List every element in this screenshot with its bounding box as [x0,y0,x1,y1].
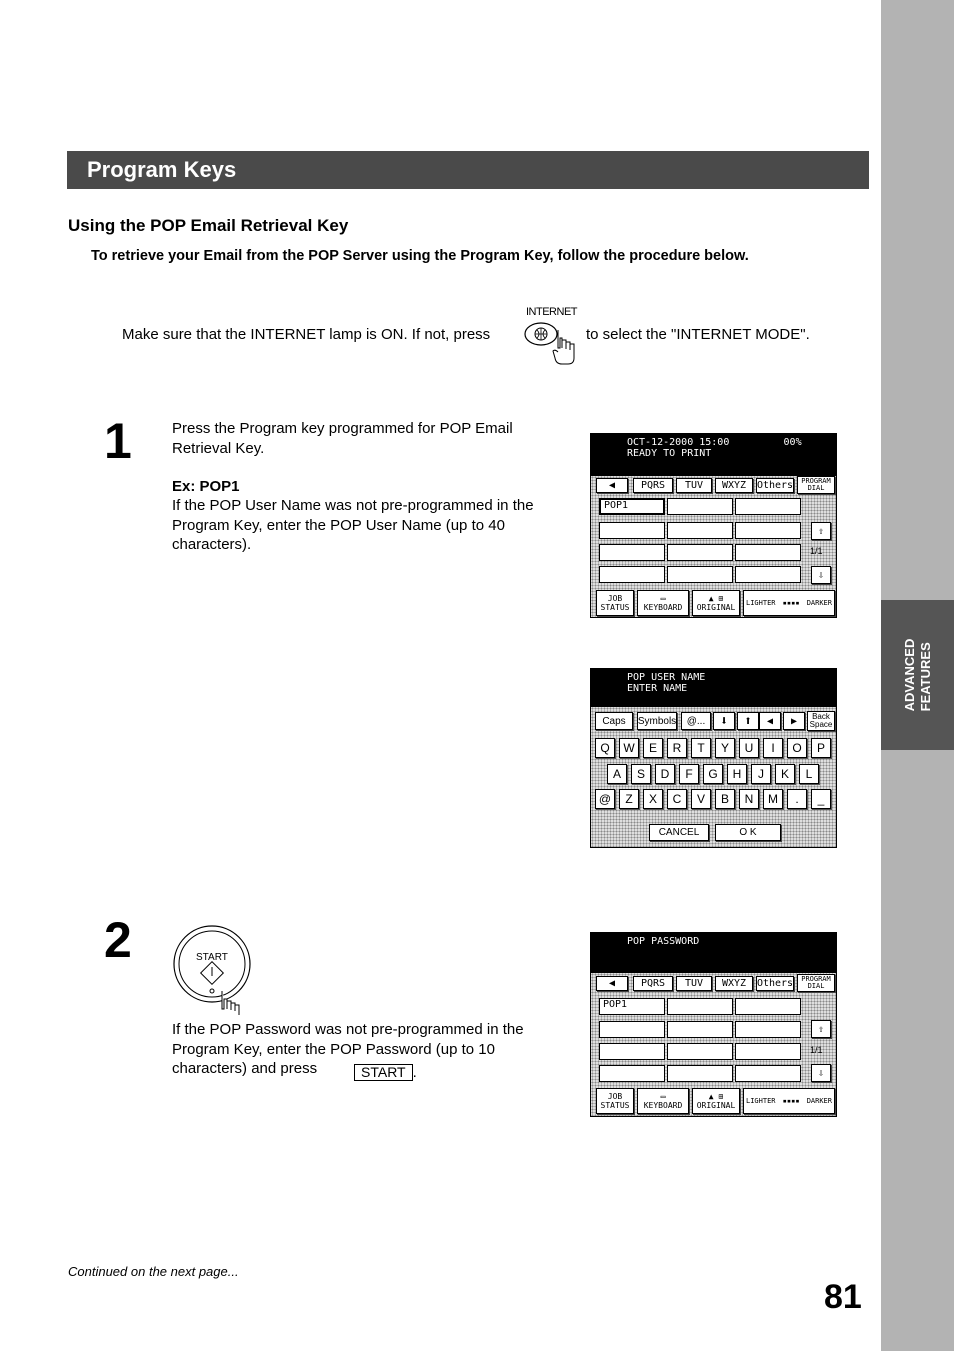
symbols-button[interactable]: Symbols [637,712,677,730]
program-key[interactable] [735,998,801,1015]
chapter-tab-label: ADVANCED FEATURES [902,638,933,712]
back-space-button[interactable]: Back Space [807,711,835,731]
lcd-password-screen [590,932,837,1117]
lcd-keyboard-line2: ENTER NAME [627,683,688,694]
arrow-up-button[interactable]: ⬆ [737,712,759,730]
original-button[interactable]: ▲ ⊞ ORIGINAL [692,590,740,616]
program-dial-button[interactable]: PROGRAM DIAL [797,974,835,992]
lcd-ready-header [591,434,836,476]
step-1-number: 1 [104,413,132,469]
program-key[interactable] [735,566,801,583]
program-key[interactable] [599,544,665,561]
pop1-program-key[interactable]: POP1 [599,998,665,1015]
cursor-right-button[interactable]: ▶ [783,712,805,730]
section-title: Program Keys [87,157,237,182]
program-key[interactable] [667,522,733,539]
ok-button[interactable]: O K [715,824,781,841]
key-underscore[interactable]: _ [811,789,831,809]
keyboard-button[interactable]: ▭ KEYBOARD [637,1088,689,1114]
program-key[interactable] [599,1021,665,1038]
key-at[interactable]: @ [595,789,615,809]
lcd-ready-line2: READY TO PRINT [627,448,712,459]
key-t[interactable]: T [691,738,711,758]
start-key-icon [172,925,256,1017]
program-key[interactable] [599,1065,665,1082]
program-key[interactable] [667,1065,733,1082]
start-button-ref: START [354,1064,413,1081]
program-key[interactable] [735,544,801,561]
key-g[interactable]: G [703,764,723,784]
key-h[interactable]: H [727,764,747,784]
key-z[interactable]: Z [619,789,639,809]
tab-tuv[interactable]: TUV [676,478,712,493]
pop1-program-key[interactable]: POP1 [599,498,665,515]
internet-key-label: INTERNET [526,306,577,318]
program-key[interactable] [599,566,665,583]
scroll-up-button[interactable]: ⇧ [811,522,831,540]
key-d[interactable]: D [655,764,675,784]
page-number: 81 [824,1278,862,1316]
step-1-text: Press the Program key programmed for POP Email Retrieval Key. [172,420,513,457]
key-u[interactable]: U [739,738,759,758]
key-i[interactable]: I [763,738,783,758]
internet-key-icon [522,318,582,366]
lamp-text-before: Make sure that the INTERNET lamp is ON. If not, press [122,326,491,343]
key-j[interactable]: J [751,764,771,784]
tab-others[interactable]: Others [756,480,794,491]
contrast-control[interactable]: LIGHTER ▪▪▪▪ DARKER [743,590,835,616]
program-key[interactable] [667,566,733,583]
program-key[interactable] [599,1043,665,1060]
step-2-number: 2 [104,912,132,968]
lamp-text-after: to select the "INTERNET MODE". [586,326,810,343]
lcd-keyboard-screen [590,668,837,848]
program-key[interactable] [667,544,733,561]
prev-tab-button[interactable]: ◀ [596,478,628,493]
step-2-text: If the POP Password was not pre-programmed in the Program Key, enter the POP Password (up to 10 characters) and press [172,1021,524,1077]
job-status-button[interactable]: JOB STATUS [596,590,634,616]
key-b[interactable]: B [715,789,735,809]
key-f[interactable]: F [679,764,699,784]
original-icon: ▲ ⊞ [708,594,724,603]
program-key[interactable] [735,1043,801,1060]
program-key[interactable] [667,1021,733,1038]
key-v[interactable]: V [691,789,711,809]
key-k[interactable]: K [775,764,795,784]
scroll-down-button[interactable]: ⇩ [811,1064,831,1082]
key-p[interactable]: P [811,738,831,758]
program-key[interactable] [667,1043,733,1060]
intro-text: To retrieve your Email from the POP Server using the Program Key, follow the procedure below. [91,248,749,264]
step-1-example: Ex: POP1 [172,478,240,495]
original-icon: ▲ ⊞ [708,1092,724,1101]
program-key[interactable] [735,498,801,515]
program-key[interactable] [735,1065,801,1082]
scroll-down-button[interactable]: ⇩ [811,566,831,584]
continued-note: Continued on the next page... [68,1264,239,1279]
key-w[interactable]: W [619,738,639,758]
tab-wxyz[interactable]: WXYZ [715,478,753,493]
keyboard-button[interactable]: ▭ KEYBOARD [637,590,689,616]
at-dots-button[interactable]: @... [681,712,711,730]
prev-tab-button[interactable]: ◀ [596,976,628,991]
key-r[interactable]: R [667,738,687,758]
scroll-up-button[interactable]: ⇧ [811,1020,831,1038]
key-s[interactable]: S [631,764,651,784]
lcd-ready-line1: OCT-12-2000 15:00 00% [627,437,802,448]
contrast-control[interactable]: LIGHTER ▪▪▪▪ DARKER [743,1088,835,1114]
program-key[interactable] [667,998,733,1015]
keyboard-icon: ▭ [660,1092,666,1101]
key-o[interactable]: O [787,738,807,758]
page-indicator: 1/1 [810,1045,823,1055]
step-1-note: If the POP User Name was not pre-programmed in the Program Key, enter the POP User Name (up to 40 characters). [172,497,534,553]
program-dial-button[interactable]: PROGRAM DIAL [797,476,835,494]
page-indicator: 1/1 [810,546,823,556]
lcd-password-header [591,933,836,973]
cancel-button[interactable]: CANCEL [649,824,709,841]
program-key[interactable] [735,1021,801,1038]
lcd-keyboard-header [591,669,836,707]
key-period[interactable]: . [787,789,807,809]
tab-others[interactable]: Others [756,978,794,989]
start-key-label: START [196,952,228,963]
key-e[interactable]: E [643,738,663,758]
lcd-keyboard-line1: POP USER NAME [627,672,706,683]
key-m[interactable]: M [763,789,783,809]
program-key[interactable] [735,522,801,539]
key-x[interactable]: X [643,789,663,809]
tab-wxyz[interactable]: WXYZ [715,976,753,991]
keyboard-icon: ▭ [660,594,666,603]
lcd-ready-screen [590,433,837,618]
key-l[interactable]: L [799,764,819,784]
subheading: Using the POP Email Retrieval Key [68,216,349,235]
section-header [67,151,869,189]
tab-pqrs[interactable]: PQRS [633,478,673,493]
job-status-button[interactable]: JOB STATUS [596,1088,634,1114]
cursor-left-button[interactable]: ◀ [759,712,781,730]
caps-button[interactable]: Caps [595,712,633,730]
key-c[interactable]: C [667,789,687,809]
key-y[interactable]: Y [715,738,735,758]
original-button[interactable]: ▲ ⊞ ORIGINAL [692,1088,740,1114]
step-2-start-ref: START . [354,1064,417,1081]
key-q[interactable]: Q [595,738,615,758]
lcd-password-line1: POP PASSWORD [627,936,700,947]
tab-tuv[interactable]: TUV [676,976,712,991]
program-key[interactable] [667,498,733,515]
arrow-down-button[interactable]: ⬇ [713,712,735,730]
tab-pqrs[interactable]: PQRS [633,976,673,991]
key-n[interactable]: N [739,789,759,809]
program-key[interactable] [599,522,665,539]
key-a[interactable]: A [607,764,627,784]
